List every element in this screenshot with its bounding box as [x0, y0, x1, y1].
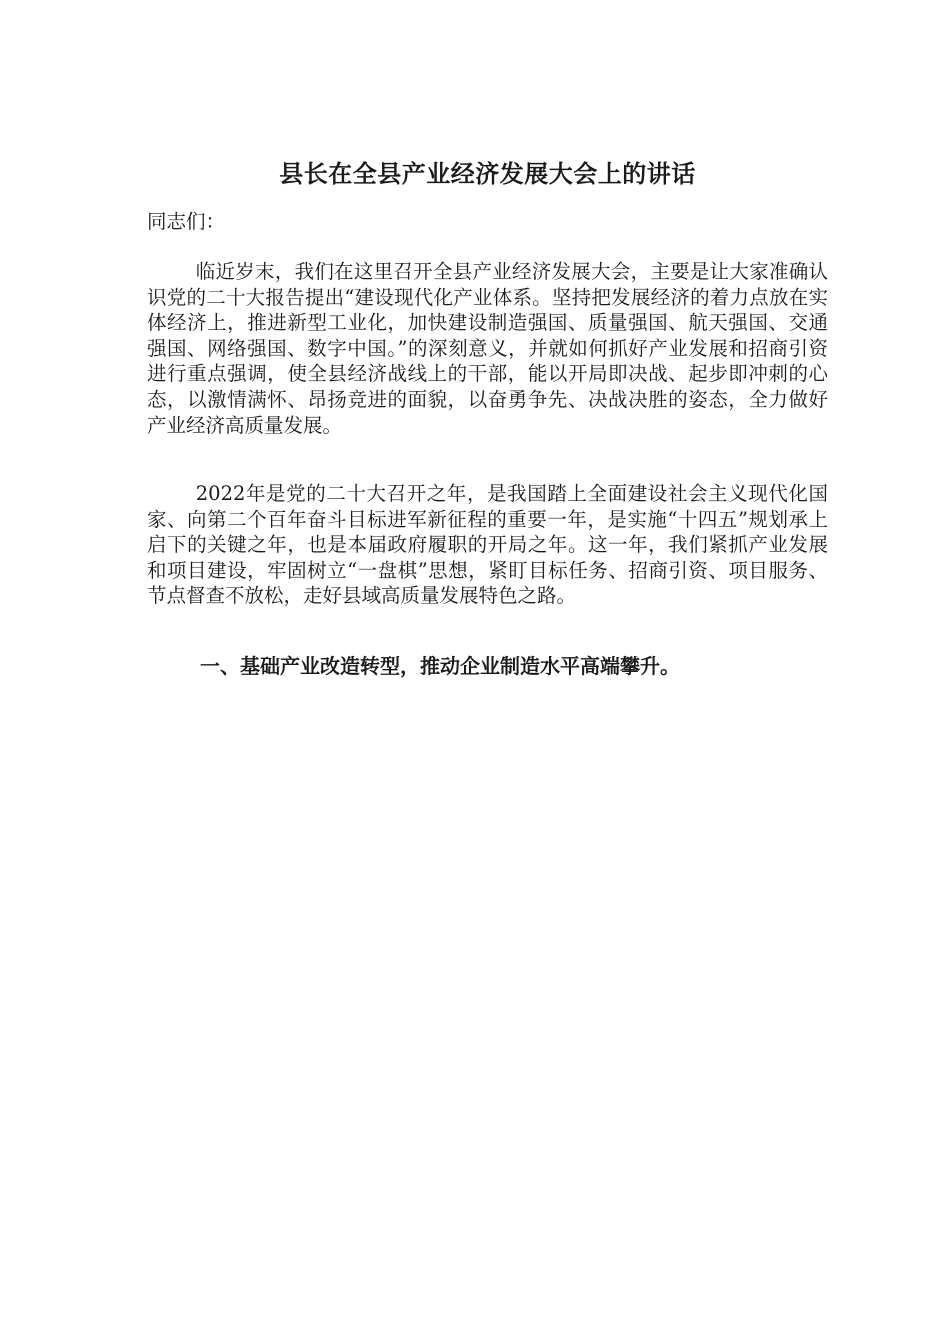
salutation: 同志们：: [147, 210, 226, 233]
section-heading-1: 一、基础产业改造转型，推动企业制造水平高端攀升。: [200, 654, 680, 678]
paragraph-review-2022: 2022年是党的二十大召开之年，是我国踏上全面建设社会主义现代化国家、向第二个百年奋斗目标进军新征程的重要一年，是实施“十四五”规划承上启下的关键之年，也是本届政府履职的开局之年。这一年，我们紧抓产业发展和项目建设，牢固树立“一盘棋”思想，紧盯目标任务、招商引资、项目服务、节点督查不放松，走好县域高质量发展特色之路。: [147, 482, 828, 608]
document-title: 县长在全县产业经济发展大会上的讲话: [279, 159, 696, 188]
paragraph-intro: 临近岁末，我们在这里召开全县产业经济发展大会，主要是让大家准确认识党的二十大报告提出“建设现代化产业体系。坚持把发展经济的着力点放在实体经济上，推进新型工业化，加快建设制造强国、质量强国、航天强国、交通强国、网络强国、数字中国。”的深刻意义，并就如何抓好产业发展和招商引资进行重点强调，使全县经济战线上的干部，能以开局即决战、起步即冲刺的心态，以激情满怀、昂扬竞进的面貌，以奋勇争先、决战决胜的姿态，全力做好产业经济高质量发展。: [147, 260, 828, 437]
